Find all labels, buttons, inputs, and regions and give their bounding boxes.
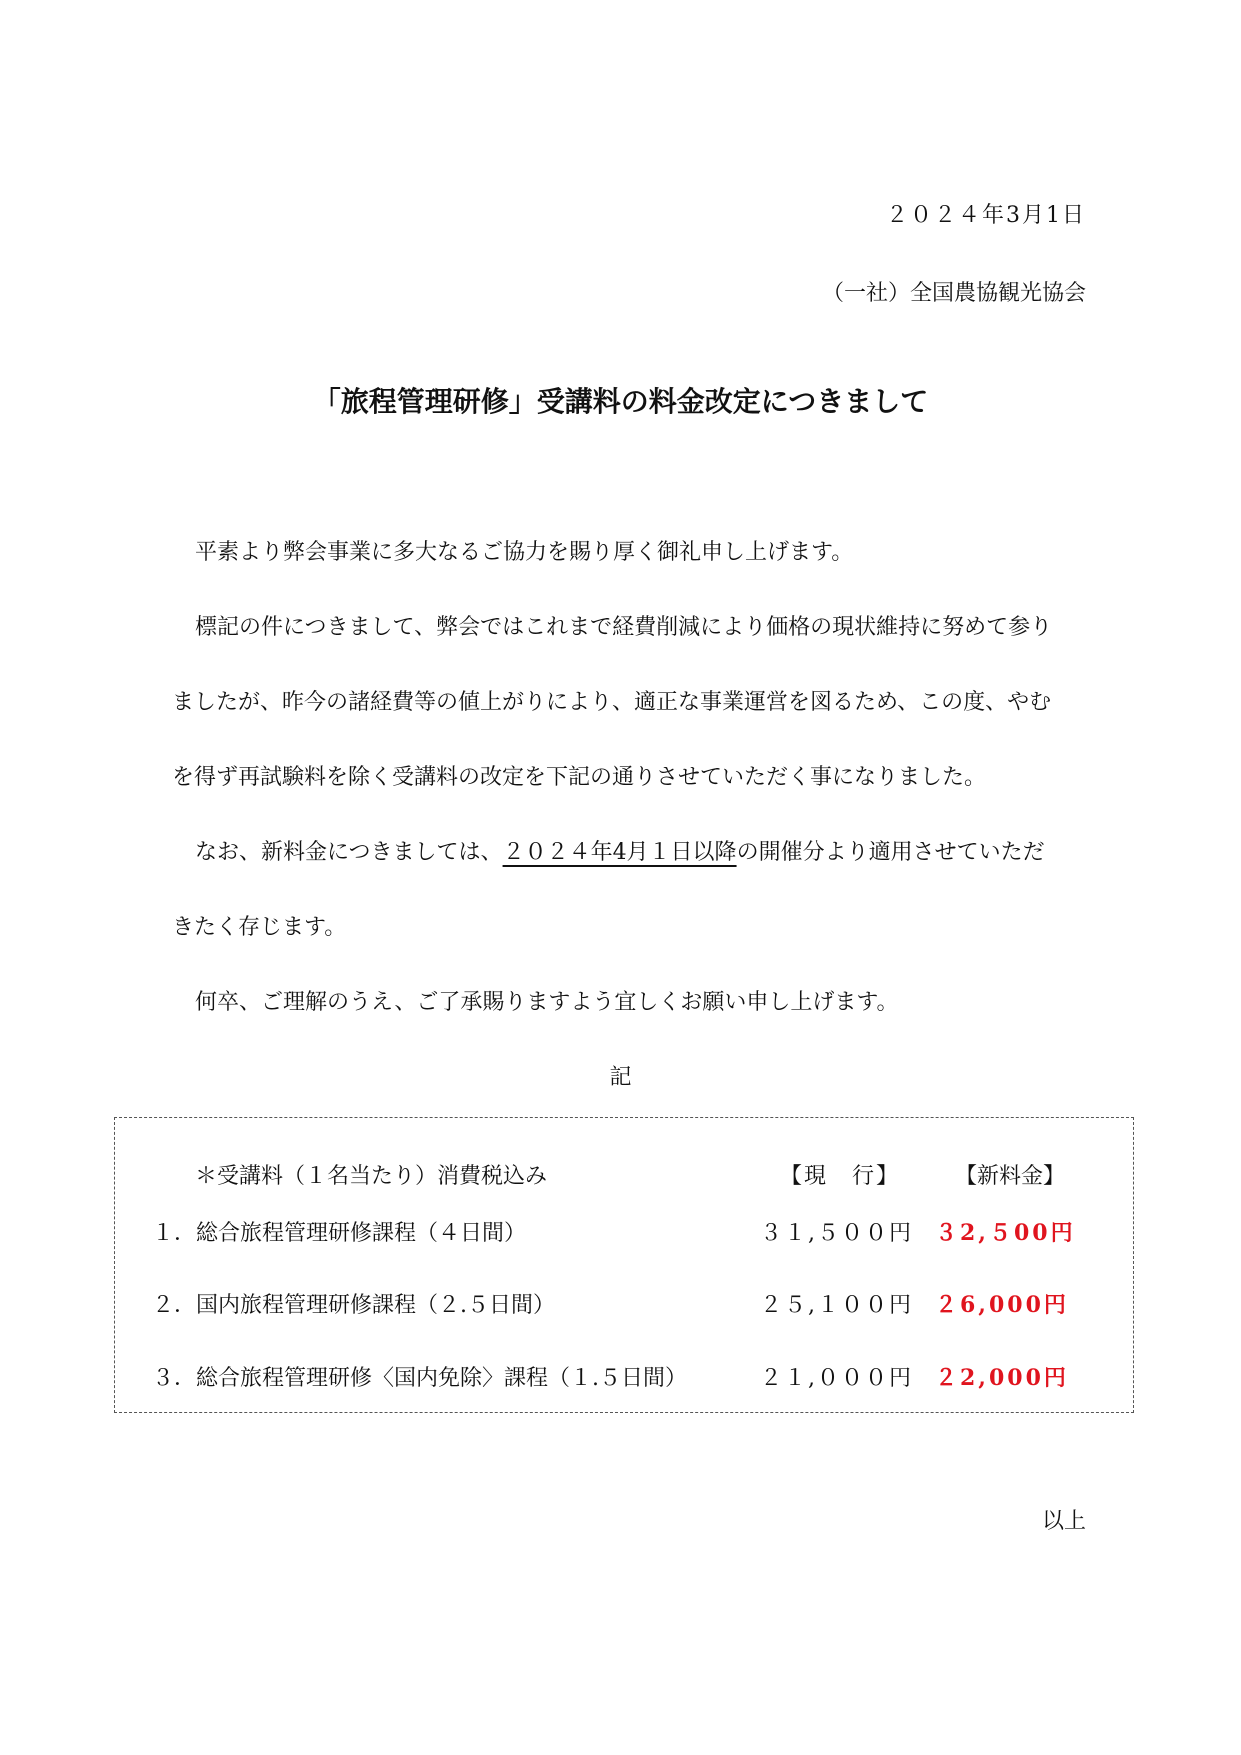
current-fee: ２１,０００円 [760,1366,913,1391]
paragraph-notice-line-1: 標記の件につきまして、弊会ではこれまで経費削減により価格の現状維持に努めて参り [195,615,1053,640]
new-fee: ２2,000円 [935,1365,1069,1391]
effective-date-suffix: の開催分より適用させていただ [736,840,1045,865]
paragraph-notice-line-2: ましたが、昨今の諸経費等の値上がりにより、適正な事業運営を図るため、この度、やむ [172,690,1052,715]
effective-date-prefix: なお、新料金につきましては、 [195,840,503,865]
paragraph-effective-date-line-2: きたく存じます。 [172,915,347,940]
current-fee: ２５,１００円 [760,1293,913,1318]
closing-mark: 以上 [1041,1509,1086,1534]
document-title: 「旅程管理研修」受講料の料金改定につきまして [312,385,929,418]
course-name: ２．国内旅程管理研修課程（２.５日間） [152,1293,555,1318]
course-name: ３．総合旅程管理研修〈国内免除〉課程（１.５日間） [152,1366,687,1391]
current-fee: ３１,５００円 [760,1221,913,1246]
course-name: １．総合旅程管理研修課程（４日間） [152,1221,527,1246]
fee-header-label: ＊受講料（１名当たり）消費税込み [195,1164,548,1189]
fee-header-current: 【現 行】 [780,1164,901,1189]
new-fee: ２6,000円 [935,1292,1069,1318]
ki-heading: 記 [609,1065,632,1090]
paragraph-notice-line-3: を得ず再試験料を除く受講料の改定を下記の通りさせていただく事になりました。 [172,765,987,790]
fee-header-new: 【新料金】 [955,1164,1066,1189]
new-fee: ３2,５00円 [935,1220,1076,1246]
paragraph-greeting: 平素より弊会事業に多大なるご協力を賜り厚く御礼申し上げます。 [195,540,854,565]
fee-table-box [114,1117,1134,1413]
organization-name: （一社）全国農協観光協会 [821,281,1086,306]
document-date: ２０２４年3月1日 [886,203,1086,228]
paragraph-effective-date-line-1 [195,835,1045,866]
paragraph-request: 何卒、ご理解のうえ、ご了承賜りますよう宜しくお願い申し上げます。 [195,990,899,1015]
effective-date-highlight: ２０２４年4月１日以降 [502,840,737,865]
